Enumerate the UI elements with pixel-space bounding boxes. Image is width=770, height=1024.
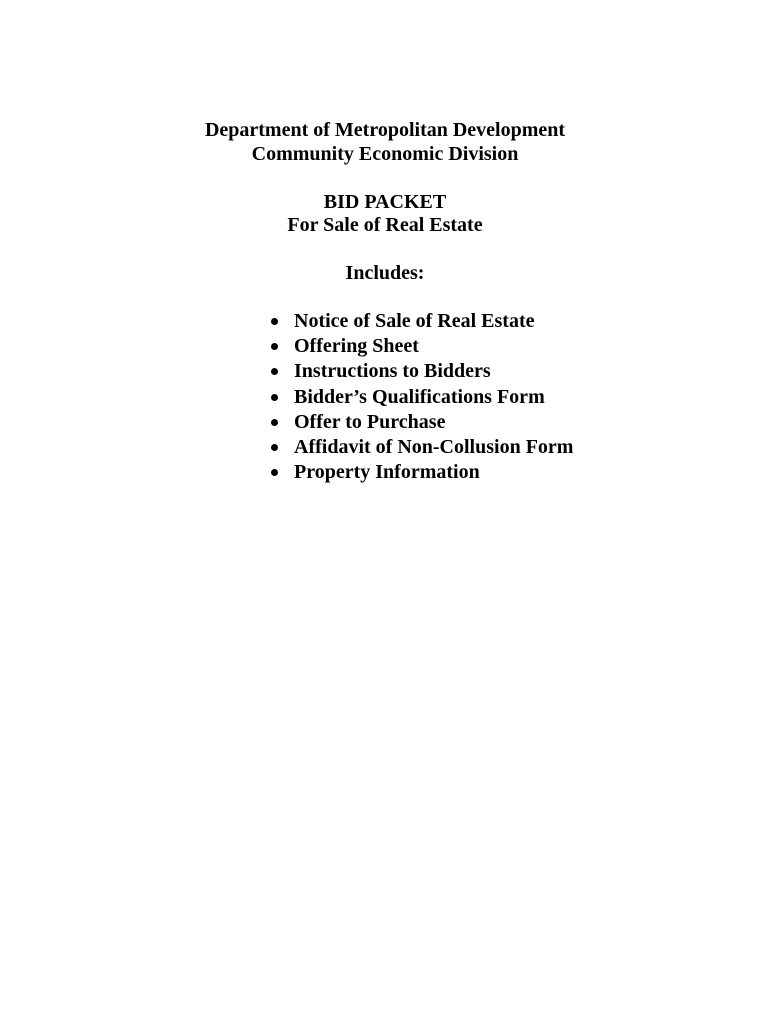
- list-item: [268, 435, 573, 460]
- bullet-icon: [271, 394, 278, 401]
- list-item: [268, 460, 573, 485]
- bullet-icon: [271, 419, 278, 426]
- bullet-icon: [271, 444, 278, 451]
- bullet-icon: [271, 368, 278, 375]
- department-heading: Department of Metropolitan Development: [204, 119, 566, 141]
- list-item-label: Offering Sheet: [294, 335, 419, 358]
- list-item-label: Notice of Sale of Real Estate: [294, 310, 535, 332]
- list-item: [268, 309, 573, 334]
- division-heading: Community Economic Division: [251, 143, 519, 165]
- list-item: [268, 334, 573, 359]
- includes-label: Includes:: [345, 262, 425, 284]
- bullet-icon: [271, 318, 278, 325]
- list-item-label: Bidder’s Qualifications Form: [294, 385, 545, 408]
- list-item: [268, 359, 573, 384]
- list-item-label: Property Information: [294, 461, 480, 484]
- page-subtitle: For Sale of Real Estate: [287, 214, 483, 236]
- bullet-icon: [271, 343, 278, 350]
- includes-list: [268, 309, 573, 485]
- page-title: BID PACKET: [323, 191, 447, 213]
- list-item-label: Affidavit of Non-Collusion Form: [294, 436, 574, 459]
- bullet-icon: [271, 469, 278, 476]
- list-item-label: Instructions to Bidders: [294, 360, 491, 383]
- list-item-label: Offer to Purchase: [294, 410, 446, 433]
- list-item: [268, 410, 573, 435]
- list-item: [268, 385, 573, 410]
